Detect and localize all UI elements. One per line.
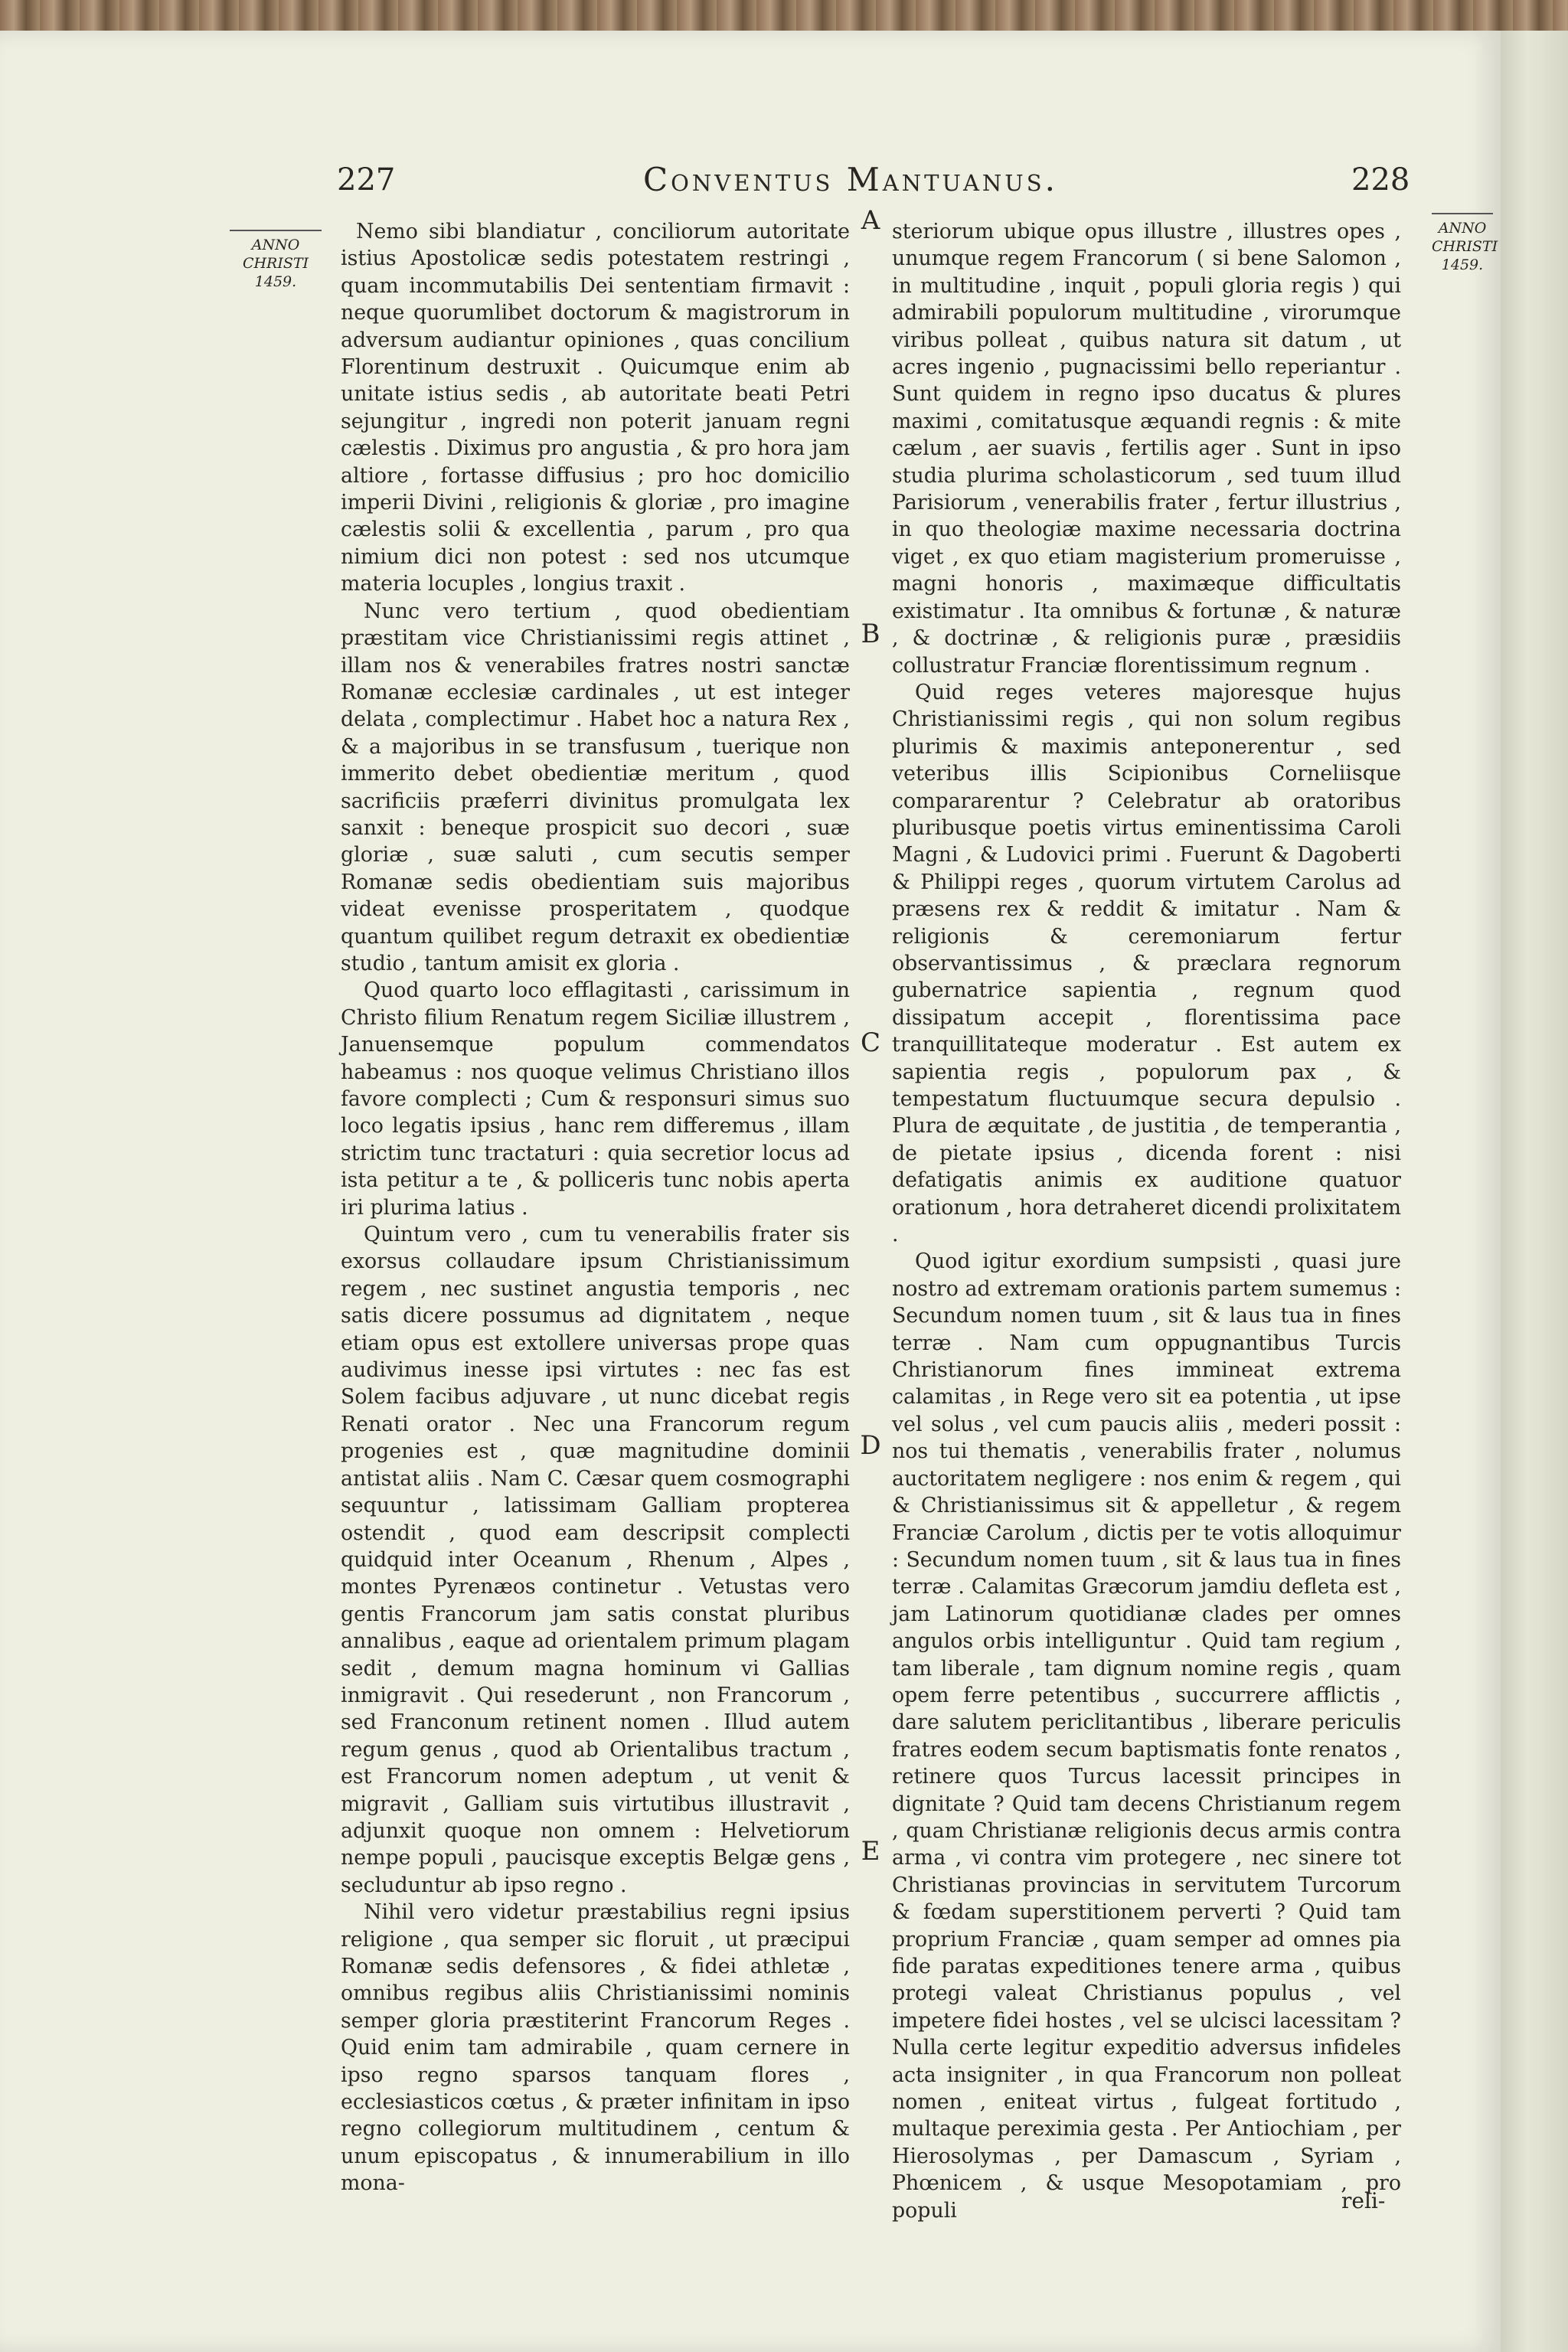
margin-note-line: CHRISTI [242,255,309,272]
section-letter-d: D [860,1430,881,1461]
paragraph: Nihil vero videtur præstabilius regni ipsius religione , qua semper sic floruit , ut præcipui Romanæ sedis defensores , & fidei athletæ , omnibus regibus aliis Christianissimi nominis semper gloria præstiterint Francorum Reges . Quid enim tam admirabile , quam cernere in ipso regno sparsos tanquam flores , ecclesiasticos cœtus , & præter infinitam in ipso regno collegiorum multitudinem , centum & unum episcopatus , & innumerabilium in illo mona- [341,1900,850,2196]
margin-note-line: 1459. [254,273,297,290]
margin-note-left [230,230,322,291]
section-letter-b: B [861,619,880,649]
running-title: Conventus Mantuanus. [643,161,1058,198]
paragraph: Quod igitur exordium sumpsisti , quasi jure nostro ad extremam orationis partem sumemus : Secundum nomen tuum , sit & laus tua in fines terræ . Nam cum oppugnantibus Turcis Christianorum fines immineat extrema calamitas , in Rege vero sit ea potentia , ut ipse vel solus , vel cum paucis aliis , mederi possit : nos tui thematis , venerabilis frater , nolumus auctoritatem negligere : nos enim & regem , qui & Christianissimus sit & appelletur , & regem Franciæ Carolum , dictis per te votis alloquimur : Secundum nomen tuum , sit & laus tua in fines terræ . Calamitas Græcorum jamdiu defleta est , jam Latinorum quotidianæ clades per omnes angulos orbis intelliguntur . Quid tam regium , tam liberale , tam dignum nomine regis , quam opem ferre petentibus , succurrere afflictis , dare salutem periclitantibus , liberare periculis fratres eodem secum baptismatis fonte renatos , retinere quos Turcus lacessit principes in dignitate ? Quid tam decens Christianum regem , quam Christianæ religionis decus armis contra arma , vi contra vim protegere , nec sinere tot Christianas provincias in servitutem Turcorum & fœdam superstitionem perverti ? Quid tam proprium Franciæ , quam semper ad omnes pia fide paratas expeditiones tenere arma , quibus protegi valeat Christianus populus , vel impetere fidei hostes , vel se ulcisci lacessitam ? Nulla certe legitur expeditio adversus infideles acta insigniter , in qua Francorum non polleat nomen , eniteat virtus , fulgeat fortitudo , multaque pereximia gesta . Per Antiochiam , per Hierosolymas , per Damascum , Syriam , Phœnicem , & usque Mesopotamiam , pro populi [892,1250,1401,2223]
margin-note-line: ANNO [251,237,300,253]
left-page-number: 227 [337,162,396,198]
paragraph: Quod quarto loco efflagitasti , carissimum in Christo filium Renatum regem Siciliæ illustrem , Januensemque populum commendatos habeamus : nos quoque velimus Christiano illos favore complecti ; Cum & responsuri simus suo loco legatis ipsius , hanc rem differemus , illam strictim tunc tractaturi : quia secretior locus ad ista petitur a te , & polliceris tunc nobis aperta iri plurima latius . [341,978,850,1220]
right-page-number: 228 [1351,162,1410,198]
paragraph: Nunc vero tertium , quod obedientiam præstitam vice Christianissimi regis attinet , illam nos & venerabiles fratres nostri sanctæ Romanæ ecclesiæ cardinales , ut est integer delata , complectimur . Habet hoc a natura Rex , & a majoribus in se transfusum , tuerique non immerito debet obedientiæ meritum , quod sacrificiis præferri divinitus promulgata lex sanxit : beneque prospicit suo decori , suæ gloriæ , suæ saluti , cum secutis semper Romanæ sedis obedientiam suis majoribus videat evenisse prosperitatem , quodque quantum quilibet regum detraxit ex obedientiæ studio , tantum amisit ex gloria . [341,599,850,975]
paragraph: steriorum ubique opus illustre , illustres opes , unumque regem Francorum ( si bene Salomon , in multitudine , inquit , populi gloria regis ) qui admirabili populorum multitudine , virorumque viribus polleat , quibus natura sit datum , ut acres ingenio , pugnacissimi bello reperiantur . Sunt quidem in regno ipso ducatus & plures maximi , comitatusque æquandi regnis : & mite cælum , aer suavis , fertilis ager . Sunt in ipso studia plurima scholasticorum , sed tuum illud Parisiorum , venerabilis frater , fertur illustrius , in quo theologiæ maxime necessaria doctrina viget , ex quo etiam magisterium promeruisse , magni honoris , maximæque difficultatis existimatur . Ita omnibus & fortunæ , & naturæ , & doctrinæ , & religionis puræ , præsidiis collustratur Franciæ florentissimum regnum . [892,220,1401,678]
paragraph: Quid reges veteres majoresque hujus Christianissimi regis , qui non solum regibus plurimis & maximis anteponerentur , sed veteribus illis Scipionibus Corneliisque compararentur ? Celebratur ab oratoribus pluribusque poetis virtus eminentissima Caroli Magni , & Ludovici primi . Fuerunt & Dagoberti & Philippi reges , quorum virtutem Carolus ad præsens rex & reddit & imitatur . Nam & religionis & ceremoniarum fertur observantissimus , & præclara regnorum gubernatrice sapientia , regnum quod dissipatum accepit , florentissima pace tranquillitateque moderatur . Est autem ex sapientia regis , populorum pax , & tempestatum fluctuumque secura depulsio . Plura de æquitate , de justitia , de temperantia , de pietate ipsius , dicenda forent : nisi defatigatis animis ex auditione quatuor orationum , hora detraheret dicendi prolixitatem . [892,680,1401,1247]
margin-note-line: CHRISTI [1432,238,1498,255]
margin-note-line: ANNO [1438,220,1487,237]
catchword: reli- [1341,2188,1386,2213]
margin-note-right [1432,213,1498,274]
section-letter-c: C [860,1027,880,1058]
margin-note-line: 1459. [1441,256,1484,273]
section-letter-e: E [861,1836,880,1867]
paragraph: Nemo sibi blandiatur , conciliorum autoritate istius Apostolicæ sedis potestatem restringi , quam incommutabilis Dei sententiam firmavit : neque quorumlibet doctorum & magistrorum in adversum audiantur opiniones , quas concilium Florentinum destruxit . Quicumque enim ab unitate istius sedis , ab autoritate beati Petri sejungitur , ingredi non poterit januam regni cælestis . Diximus pro angustia , & pro hora jam altiore , fortasse diffusius ; pro hoc domicilio imperii Divini , religionis & gloriæ , pro imagine cælestis solii & excellentia , parum , pro qua nimium dici non potest : sed nos utcumque materia locuples , longius traxit . [341,220,850,596]
paragraph: Quintum vero , cum tu venerabilis frater sis exorsus collaudare ipsum Christianissimum regem , nec sustinet angustia temporis , nec satis dicere possumus ad dignitatem , neque etiam opus est extollere universas prope quas audivimus inesse ipsi virtutes : nec fas est Solem facibus adjuvare , ut nunc dicebat regis Renati orator . Nec una Francorum regum progenies est , quæ magnitudine dominii antistat aliis . Nam C. Cæsar quem cosmographi sequuntur , latissimam Galliam propterea ostendit , quod eam descripsit complecti quidquid inter Oceanum , Rhenum , Alpes , montes Pyrenæos continetur . Vetustas vero gentis Francorum jam satis constat pluribus annalibus , eaque ad orientalem primum plagam sedit , demum magna hominum vi Gallias inmigravit . Qui resederunt , non Francorum , sed Franconum retinent nomen . Illud autem regum genus , quod ab Orientalibus tractum , est Francorum nomen adeptum , ut venit & migravit , Galliam suis virtutibus illustravit , adjunxit quoque non omnem : Helvetiorum nempe populi , paucisque exceptis Belgæ gens , secluduntur ab ipso regno . [341,1223,850,1897]
right-column [892,218,1401,2224]
left-column [341,218,850,2197]
next-page-edge [1501,31,1568,2352]
section-letter-a: A [861,205,880,236]
